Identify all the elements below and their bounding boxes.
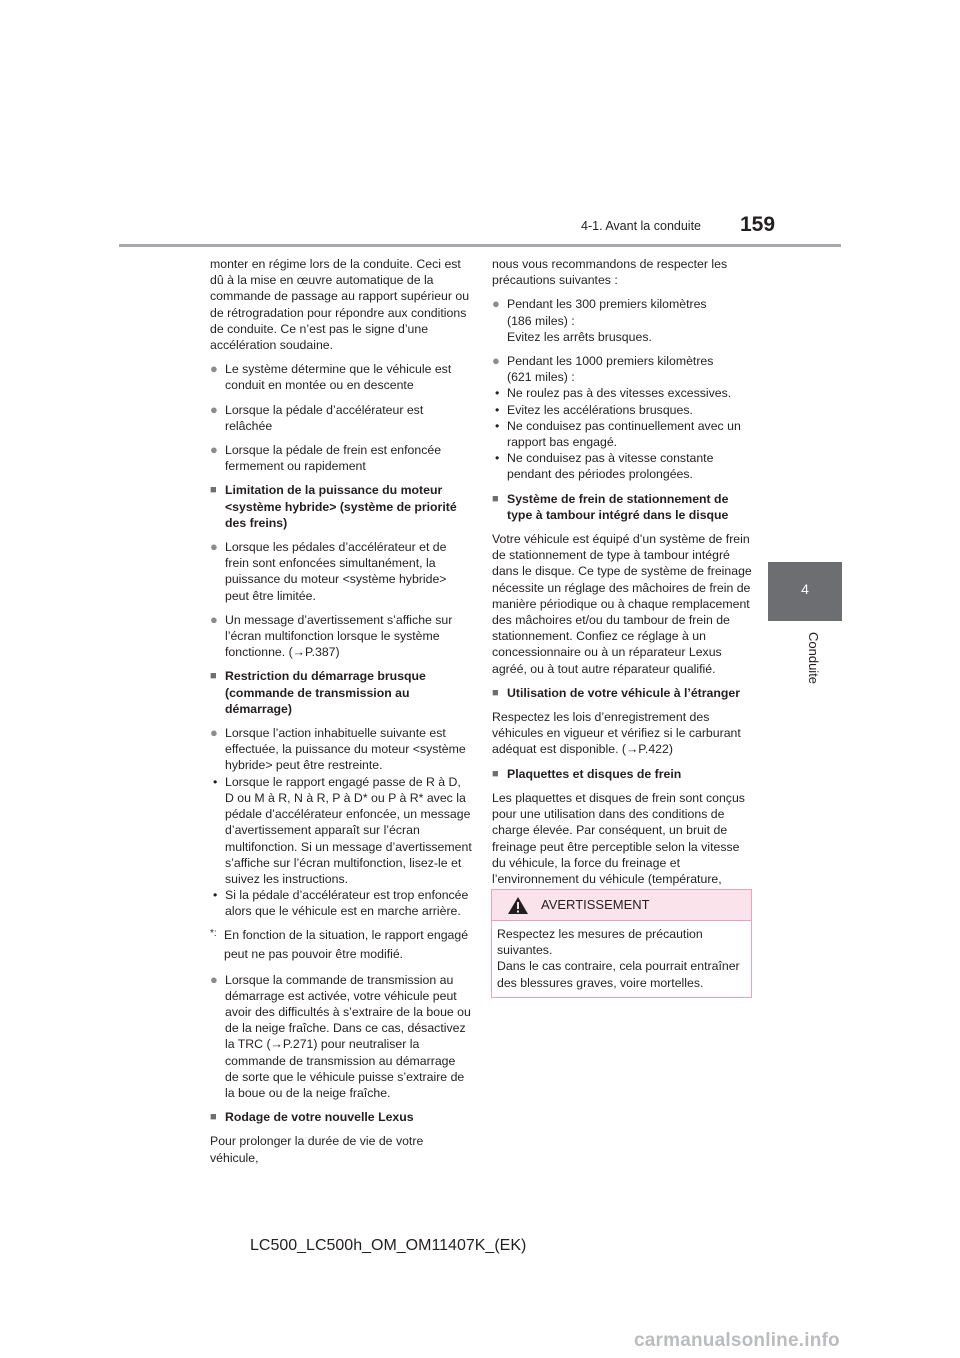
list-item: ● Un message d’avertissement s’affiche sur l’écran multifonction lorsque le système fonctionne. (→P.387) — [210, 611, 453, 660]
sub-list-item: • Si la pédale d’accélérateur est trop enfoncée alors que le véhicule est en marche arrière. — [213, 888, 469, 919]
list-item: ● Lorsque les pédales d’accélérateur et de frein sont enfoncées simultanément, la puissance du moteur <système hybride> peut être limitée. — [210, 539, 447, 603]
section-heading: ■ Plaquettes et disques de frein — [492, 766, 682, 781]
list-item: ● Pendant les 1000 premiers kilomètres (621 miles) : — [492, 353, 714, 385]
list-item: ● Le système détermine que le véhicule est conduit en montée ou en descente — [210, 361, 452, 393]
brake-pads-paragraph: Les plaquettes et disques de frein sont conçus pour une utilisation dans des conditions de charge élevée. Par conséquent, un bruit de freinage peut être perceptible selon la vitesse du véhicule, la force du freinage et l’environnement du véhicule (température, — [492, 790, 745, 886]
left-intro: monter en régime lors de la conduite. Ceci est dû à la mise en œuvre automatique de la commande de passage au rapport supérieur ou de rétrogradation pour répondre aux conditions de conduite. Ce n’est pas le signe d’une accélération soudaine. — [210, 257, 470, 353]
list-item: ● Lorsque l’action inhabituelle suivante est effectuée, la puissance du moteur <système hybride> peut être restreinte. — [210, 725, 466, 773]
bullet-icon: ● — [210, 401, 218, 417]
chapter-tab-number: 4 — [801, 581, 809, 597]
bullet-icon: ● — [210, 539, 218, 555]
parking-brake-paragraph: Votre véhicule est équipé d’un système de frein de stationnement de type à tambour intégré dans le disque. Ce type de système de freinage nécessite un réglage des mâchoires de frein de manière périodique ou à chaque remplacement des mâchoires et/ou du tambour de frein de stationnement. Confiez ce réglage à un concessionnaire ou à un réparateur Lexus agréé, ou à tout autre réparateur qualifié. — [492, 532, 752, 676]
warning-box — [491, 889, 752, 998]
list-item: ● Lorsque la pédale de frein est enfoncée fermement ou rapidement — [210, 442, 442, 474]
sub-list-item: • Ne roulez pas à des vitesses excessives. — [495, 386, 732, 401]
square-icon: ■ — [210, 484, 217, 497]
warning-text: Respectez les mesures de précaution suivantes. Dans le cas contraire, cela pourrait entraîner des blessures graves, voire mortelles. — [497, 927, 740, 990]
list-item: ● Lorsque la pédale d’accélérateur est relâchée — [210, 401, 424, 433]
bullet-icon: ● — [210, 611, 218, 627]
section-heading: ■ Utilisation de votre véhicule à l’étranger — [492, 685, 741, 700]
square-icon: ■ — [492, 686, 499, 699]
warning-triangle-icon — [507, 896, 529, 920]
chapter-tab-label: Conduite — [806, 632, 821, 685]
right-column — [492, 256, 754, 911]
watermark-site: carmanualsonline.info — [634, 1330, 840, 1351]
list-item: ● Pendant les 300 premiers kilomètres (186 miles) : Evitez les arrêts brusques. — [492, 296, 707, 344]
warning-header — [492, 890, 751, 921]
bullet-icon: ● — [210, 442, 218, 458]
abroad-paragraph: Respectez les lois d’enregistrement des véhicules en vigueur et vérifiez si le carburant adéquat est disponible. (→P.422) — [492, 710, 741, 757]
section-title: 4-1. Avant la conduite — [581, 219, 701, 233]
manual-code: LC500_LC500h_OM_OM11407K_(EK) — [250, 1237, 527, 1254]
list-item: ● Lorsque la commande de transmission au démarrage est activée, votre véhicule peut avoir des difficultés à s’extraire de la boue ou de la neige fraîche. Dans ce cas, désactivez la TRC (→P.271) pour neutraliser la commande de transmission au démarrage de sorte que le véhicule puisse s’extraire de la boue ou de la neige fraîche. — [210, 971, 471, 1100]
sub-list-item: • Lorsque le rapport engagé passe de R à D, D ou M à R, N à R, P à D* ou P à R* avec la pédale d’accélérateur enfoncée, un message d’avertissement apparaît sur l’écran multifonction. Si un message d’avertissement s’affiche sur l’écran multifonction, lisez-le et suivez les instructions. — [213, 774, 472, 886]
bullet-icon: ● — [492, 296, 500, 312]
left-column — [210, 256, 472, 1174]
bullet-icon: ● — [210, 971, 218, 987]
page-number: 159 — [740, 213, 776, 236]
bullet-icon: ● — [210, 361, 218, 377]
square-icon: ■ — [492, 767, 499, 780]
section-heading: ■ Restriction du démarrage brusque (commande de transmission au démarrage) — [210, 669, 426, 716]
bullet-icon: ● — [210, 725, 218, 741]
bullet-icon: ● — [492, 353, 500, 369]
square-icon: ■ — [210, 670, 217, 683]
square-icon: ■ — [492, 492, 499, 505]
sub-list-item: • Evitez les accélérations brusques. — [495, 402, 693, 417]
sub-list-item: • Ne conduisez pas continuellement avec un rapport bas engagé. — [495, 418, 741, 450]
right-intro: nous vous recommandons de respecter les précautions suivantes : — [492, 257, 728, 288]
section-heading: ■ Système de frein de stationnement de type à tambour intégré dans le disque — [492, 491, 729, 522]
section-heading: ■ Rodage de votre nouvelle Lexus — [210, 1110, 414, 1125]
header-divider — [119, 244, 841, 247]
left-closing-paragraph: Pour prolonger la durée de vie de votre véhicule, — [210, 1134, 424, 1165]
sub-list-item: • Ne conduisez pas à vitesse constante pendant des périodes prolongées. — [495, 451, 714, 482]
section-heading: ■ Limitation de la puissance du moteur <système hybride> (système de priorité des freins) — [210, 483, 457, 530]
square-icon: ■ — [210, 1111, 217, 1124]
footnote: *: En fonction de la situation, le rapport engagé peut ne pas pouvoir être modifié. — [210, 927, 469, 961]
warning-title: AVERTISSEMENT — [541, 897, 650, 912]
